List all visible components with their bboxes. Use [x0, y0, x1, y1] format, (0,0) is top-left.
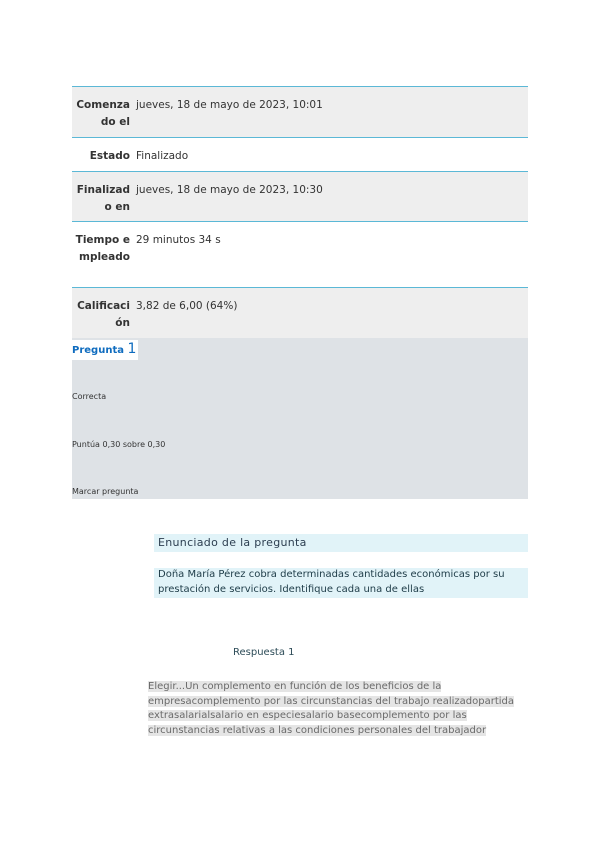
question-label: Pregunta: [72, 345, 124, 356]
flag-question-link[interactable]: Marcar pregunta: [72, 487, 139, 496]
question-grade: Puntúa 0,30 sobre 0,30: [72, 440, 166, 449]
question-heading: Enunciado de la pregunta: [154, 534, 528, 552]
question-number-value: 1: [127, 341, 137, 357]
answer-select-options[interactable]: Elegir...Un complemento en función de los beneficios de la empresacomplemento por las circunstancias del trabajo realizadopartida extrasalarialsalario en especiesalario basecomplemento por las circunstancias relativas a las condiciones personales del trabajador: [148, 681, 514, 736]
summary-label-finished: Finalizado en: [76, 184, 130, 213]
question-text-box: [154, 568, 528, 598]
summary-label-state: Estado: [89, 150, 130, 162]
answer-select[interactable]: [148, 680, 520, 738]
question-text: Doña María Pérez cobra determinadas cantidades económicas por su prestación de servicios. Identifique cada una de ellas: [158, 569, 505, 595]
summary-label-started: Comenzado el: [76, 99, 130, 128]
question-state: Correcta: [72, 392, 107, 401]
summary-row-grade: [72, 287, 528, 338]
attempt-summary-table: [72, 86, 528, 338]
summary-value-time: 29 minutos 34 s: [136, 234, 221, 246]
summary-row-state: [72, 137, 528, 171]
summary-value-state: Finalizado: [136, 150, 189, 162]
summary-label-time: Tiempo empleado: [75, 234, 130, 263]
summary-row-started: [72, 86, 528, 137]
question-number: [72, 340, 138, 360]
summary-value-finished: jueves, 18 de mayo de 2023, 10:30: [136, 184, 323, 196]
summary-row-finished: [72, 171, 528, 221]
summary-row-time: [72, 221, 528, 287]
question-info-panel: [72, 338, 528, 499]
answer-label: Respuesta 1: [233, 647, 295, 658]
summary-value-started: jueves, 18 de mayo de 2023, 10:01: [136, 99, 323, 111]
summary-label-grade: Calificación: [77, 300, 130, 329]
summary-value-grade: 3,82 de 6,00 (64%): [136, 300, 238, 312]
